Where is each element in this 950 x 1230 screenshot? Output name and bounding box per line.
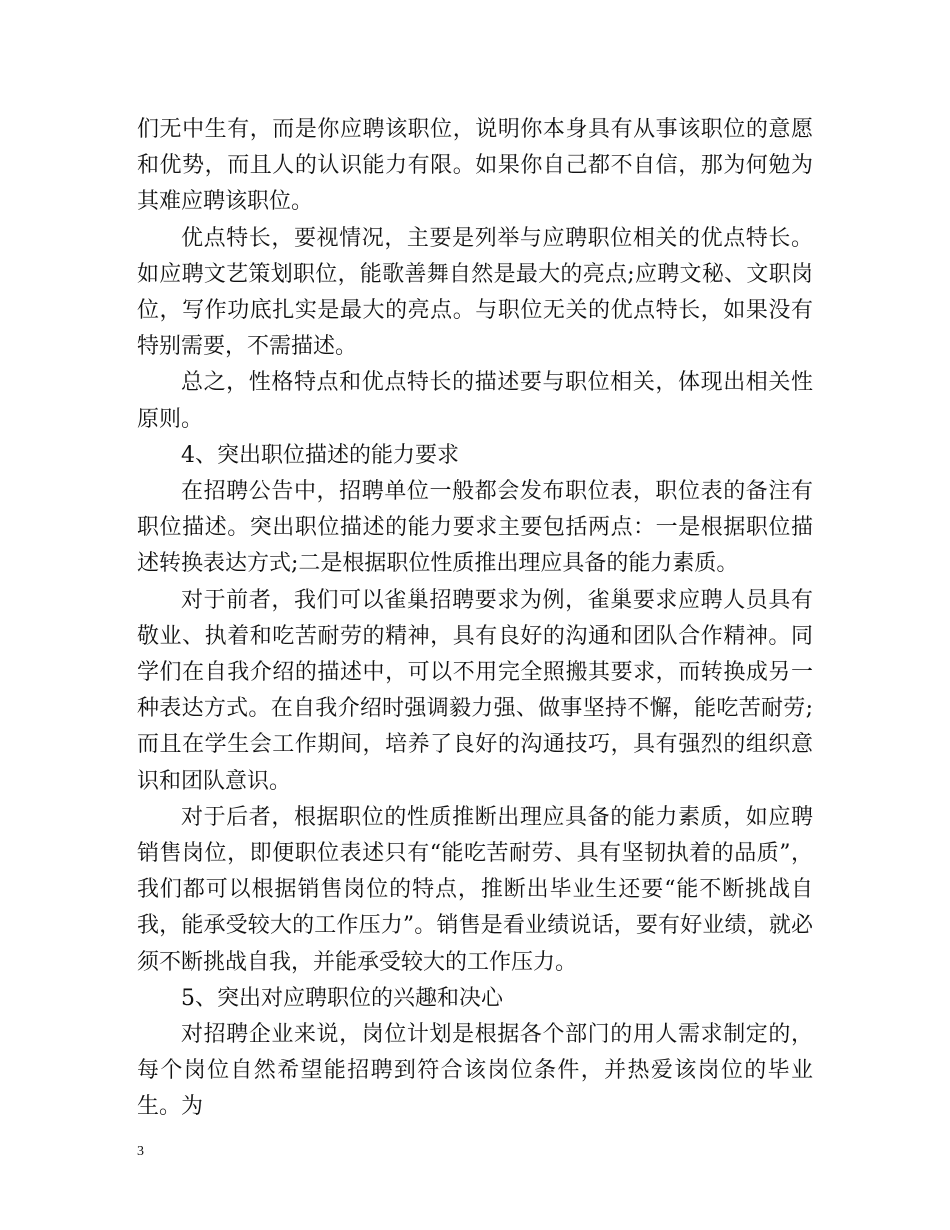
paragraph-former-case: 对于前者，我们可以雀巢招聘要求为例，雀巢要求应聘人员具有敬业、执着和吃苦耐劳的精神，具有良好的沟通和团队合作精神。同学们在自我介绍的描述中，可以不用完全照搬其要求，而转换成另一种表达方式。在自我介绍时强调毅力强、做事坚持不懈，能吃苦耐劳;而且在学生会工作期间，培养了良好的沟通技巧，具有强烈的组织意识和团队意识。 bbox=[137, 587, 813, 794]
paragraph-latter-case: 对于后者，根据职位的性质推断出理应具备的能力素质，如应聘销售岗位，即便职位表述只有“能吃苦耐劳、具有坚韧执着的品质”，我们都可以根据销售岗位的特点，推断出毕业生还要“能不断挑战自我，能承受较大的工作压力”。销售是看业绩说话，要有好业绩，就必须不断挑战自我，并能承受较大的工作压力。 bbox=[137, 804, 813, 975]
paragraph-continuation: 们无中生有，而是你应聘该职位，说明你本身具有从事该职位的意愿和优势，而且人的认识能力有限。如果你自己都不自信，那为何勉为其难应聘该职位。 bbox=[137, 117, 813, 215]
page-number: 3 bbox=[137, 1144, 144, 1159]
paragraph-summary: 总之，性格特点和优点特长的描述要与职位相关，体现出相关性原则。 bbox=[137, 370, 813, 432]
section-heading-4: 4、突出职位描述的能力要求 bbox=[181, 442, 459, 468]
paragraph-job-description: 在招聘公告中，招聘单位一般都会发布职位表，职位表的备注有职位描述。突出职位描述的能力要求主要包括两点：一是根据职位描述转换表达方式;二是根据职位性质推出理应具备的能力素质。 bbox=[137, 479, 813, 577]
section-heading-5: 5、突出对应聘职位的兴趣和决心 bbox=[181, 985, 503, 1011]
document-body bbox=[137, 112, 813, 1126]
paragraph-strengths: 优点特长，要视情况，主要是列举与应聘职位相关的优点特长。如应聘文艺策划职位，能歌善舞自然是最大的亮点;应聘文秘、文职岗位，写作功底扎实是最大的亮点。与职位无关的优点特长，如果没有特别需要，不需描述。 bbox=[137, 225, 813, 360]
paragraph-interest-determination: 对招聘企业来说，岗位计划是根据各个部门的用人需求制定的，每个岗位自然希望能招聘到符合该岗位条件，并热爱该岗位的毕业生。为 bbox=[137, 1022, 813, 1120]
